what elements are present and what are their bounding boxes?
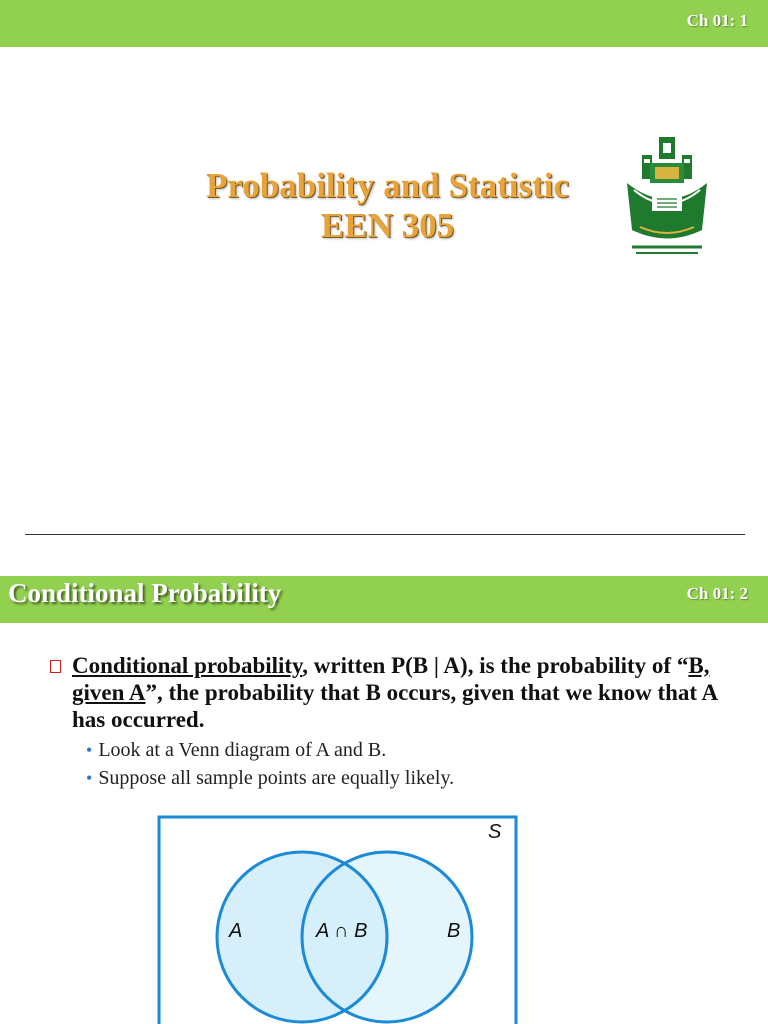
slide1-title-line2: EEN 305 bbox=[320, 206, 455, 245]
round-bullet-icon: • bbox=[86, 768, 93, 788]
main-bullet-text bbox=[72, 652, 740, 733]
label-a: A bbox=[229, 920, 243, 942]
slide-divider bbox=[25, 534, 745, 535]
slide1-title-line1: Probability and Statistic bbox=[205, 166, 569, 205]
slide1-chapter-label: Ch 01: 1 bbox=[686, 11, 748, 30]
square-bullet-icon bbox=[50, 660, 61, 673]
label-s: S bbox=[488, 821, 502, 843]
sub-bullet-1-text: Look at a Venn diagram of A and B. bbox=[98, 739, 387, 761]
main-bullet bbox=[50, 652, 740, 733]
term-conditional-probability: Conditional probability bbox=[72, 653, 303, 678]
slide2-header-bar bbox=[0, 576, 768, 623]
label-b: B bbox=[447, 920, 461, 942]
slide1-title bbox=[150, 166, 625, 246]
label-intersection: A ∩ B bbox=[316, 920, 368, 942]
slide2-chapter-label: Ch 01: 2 bbox=[686, 584, 748, 603]
slide2-title: Conditional Probability bbox=[8, 578, 282, 608]
given-phrase: B, given A bbox=[72, 653, 710, 705]
venn-diagram bbox=[155, 813, 520, 1024]
university-seal-logo bbox=[622, 135, 712, 260]
sub-bullet-1 bbox=[86, 739, 386, 762]
main-bullet-text-part1: , written P(B | A), is the probability of “ bbox=[302, 653, 689, 678]
sub-bullet-2 bbox=[86, 767, 454, 790]
slide1-header-bar bbox=[0, 0, 768, 47]
round-bullet-icon: • bbox=[86, 740, 93, 760]
sub-bullet-2-text: Suppose all sample points are equally likely. bbox=[98, 767, 455, 789]
main-bullet-text-part2: ”, the probability that B occurs, given that we know that A has occurred. bbox=[72, 680, 717, 732]
